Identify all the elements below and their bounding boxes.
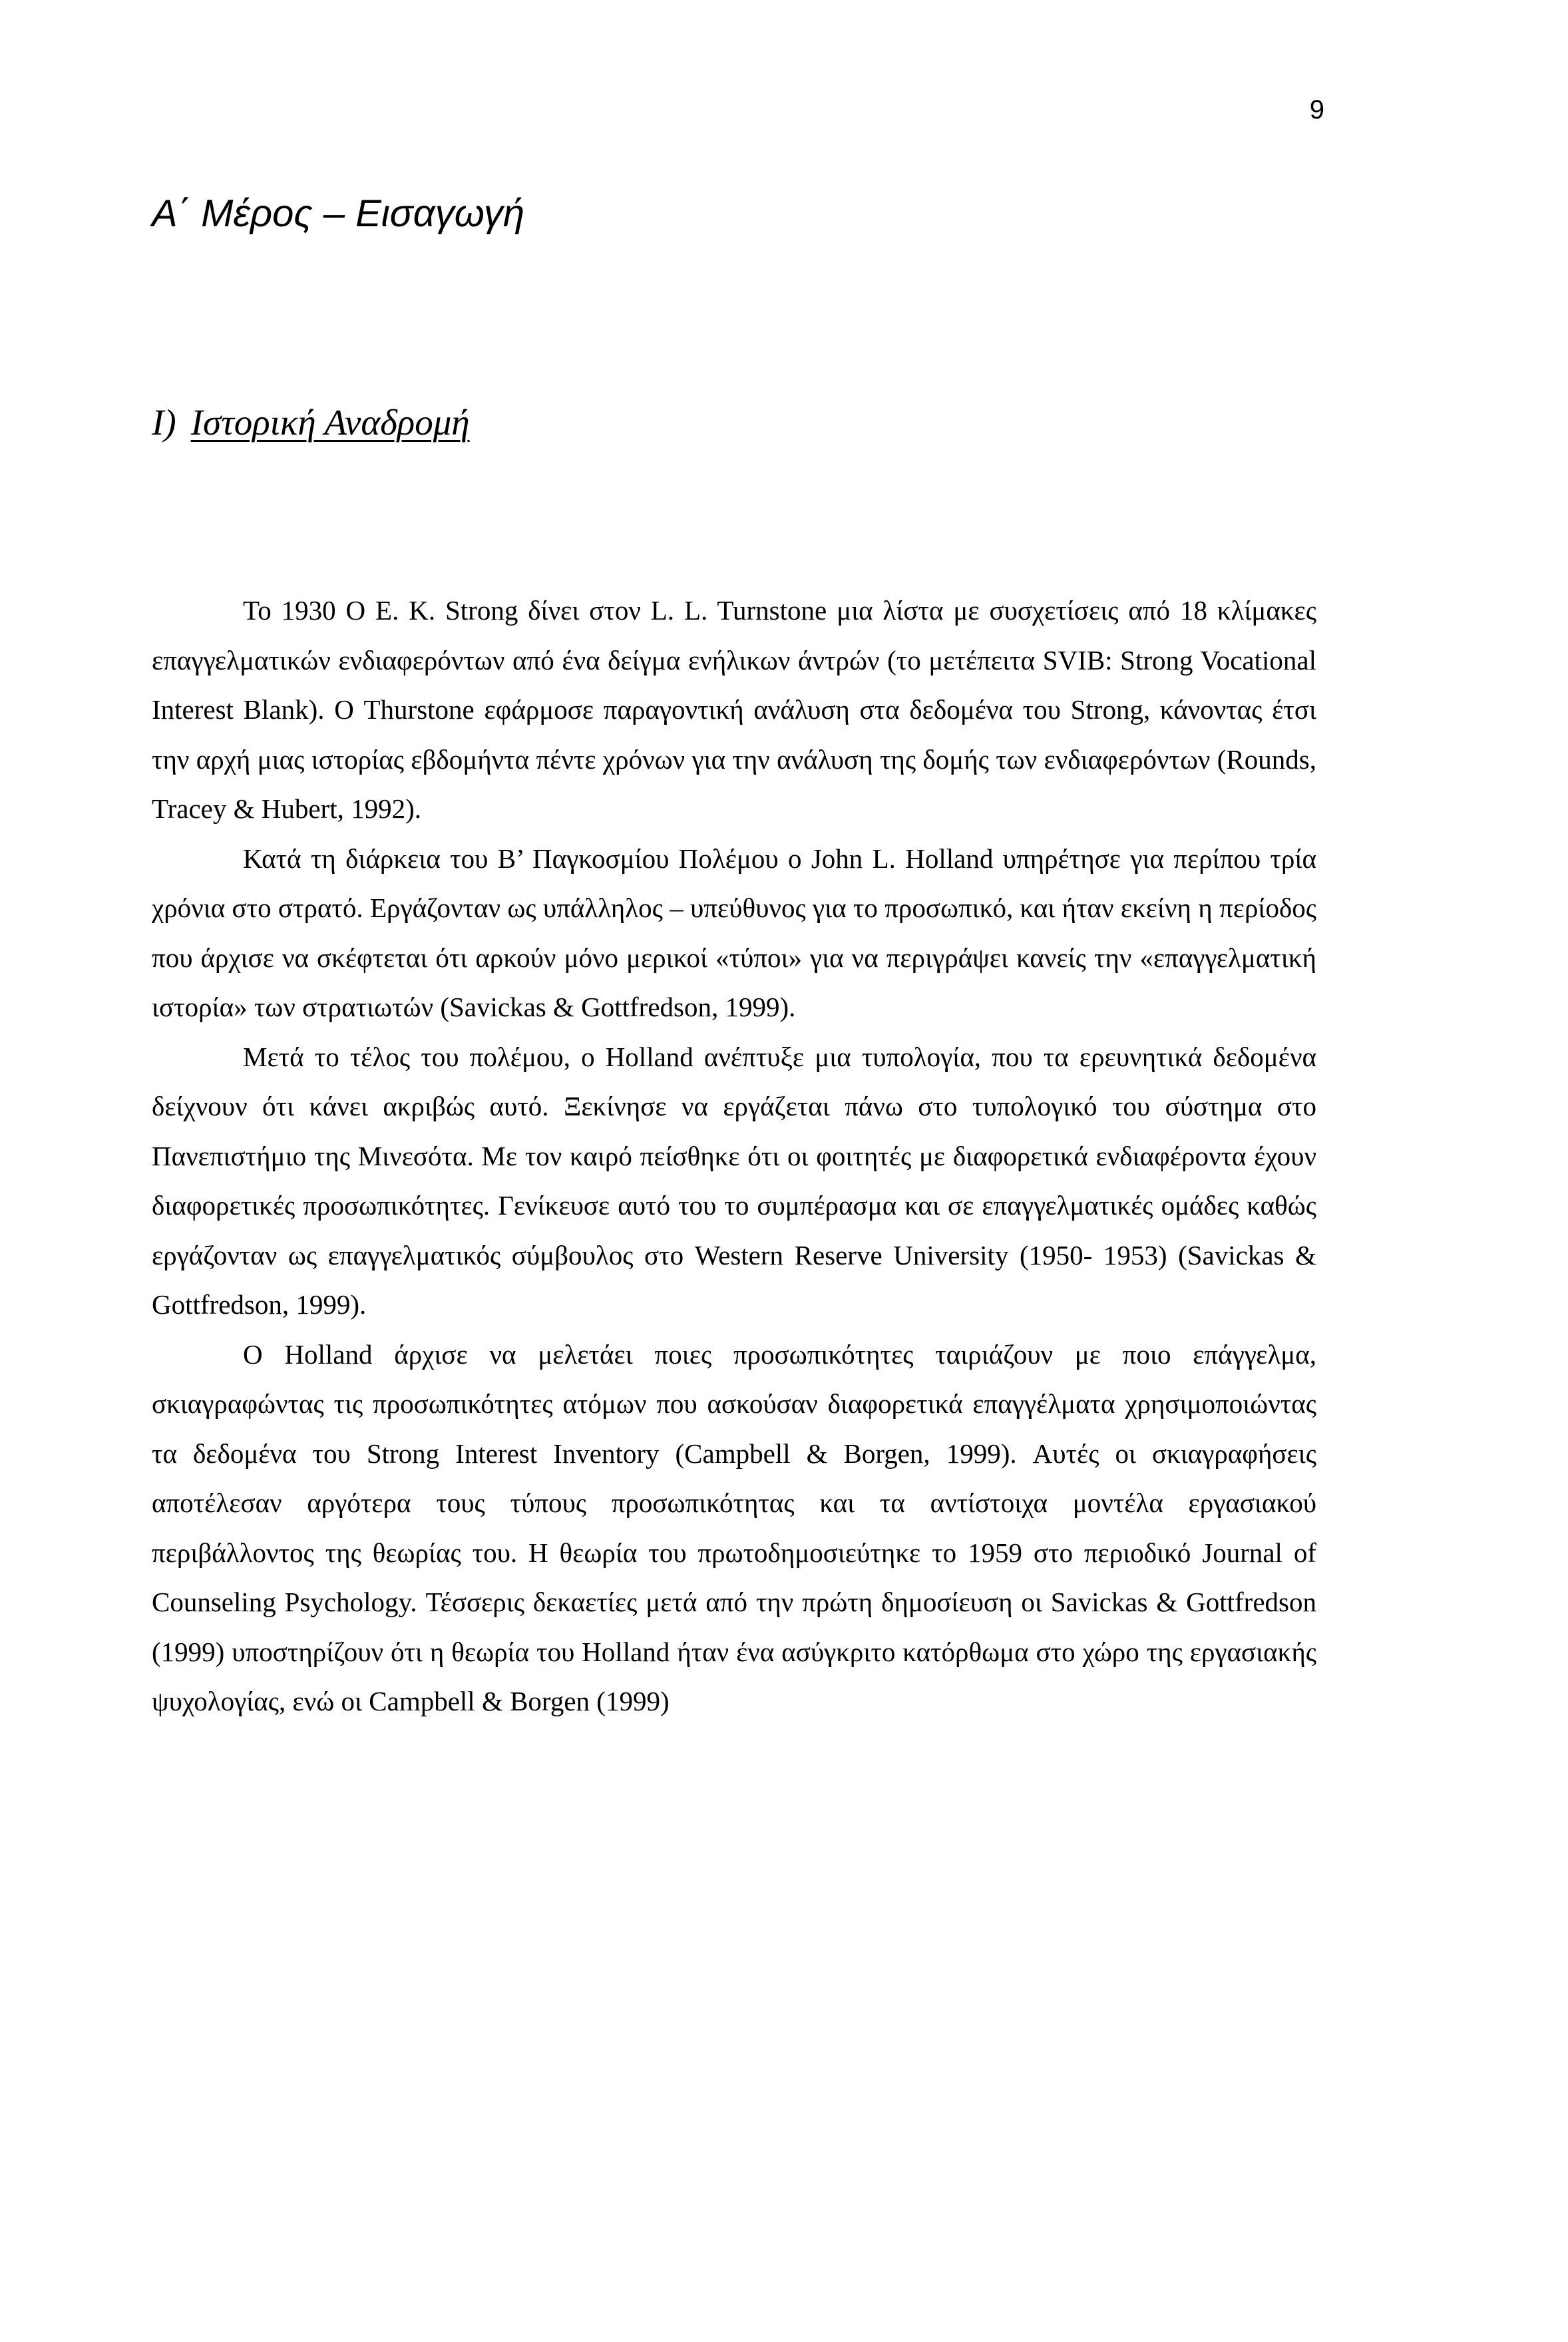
part-title: Α΄ Μέρος – Εισαγωγή xyxy=(152,192,525,235)
body-text xyxy=(152,586,1316,1726)
section-heading xyxy=(152,404,470,441)
section-title: Ιστορική Αναδρομή xyxy=(190,402,470,443)
paragraph: Το 1930 Ο Ε. Κ. Strong δίνει στον L. L. Turnstone μια λίστα με συσχετίσεις από 18 κλίμακες επαγγελματικών ενδιαφερόντων από ένα δείγμα ενήλικων άντρών (το μετέπειτα SVIB: Strong Vocational Interest Blank). Ο Thurstone εφάρμοσε παραγοντική ανάλυση στα δεδομένα του Strong, κάνοντας έτσι την αρχή μιας ιστορίας εβδομήντα πέντε χρόνων για την ανάλυση της δομής των ενδιαφερόντων (Rounds, Tracey & Hubert, 1992). xyxy=(152,595,1316,824)
paragraph: Ο Holland άρχισε να μελετάει ποιες προσωπικότητες ταιριάζουν με ποιο επάγγελμα, σκιαγραφώντας τις προσωπικότητες ατόμων που ασκούσαν διαφορετικά επαγγέλματα χρησιμοποιώντας τα δεδομένα του Strong Interest Inventory (Campbell & Borgen, 1999). Αυτές οι σκιαγραφήσεις αποτέλεσαν αργότερα τους τύπους προσωπικότητας και τα αντίστοιχα μοντέλα εργασιακού περιβάλλοντος της θεωρίας του. Η θεωρία του πρωτοδημοσιεύτηκε το 1959 στο περιοδικό Journal of Counseling Psychology. Τέσσερις δεκαετίες μετά από την πρώτη δημοσίευση οι Savickas & Gottfredson (1999) υποστηρίζουν ότι η θεωρία του Holland ήταν ένα ασύγκριτο κατόρθωμα στο χώρο της εργασιακής ψυχολογίας, ενώ οι Campbell & Borgen (1999) xyxy=(152,1338,1316,1716)
paragraph: Κατά τη διάρκεια του Β’ Παγκοσμίου Πολέμου ο John L. Holland υπηρέτησε για περίπου τρία χρόνια στο στρατό. Εργάζονταν ως υπάλληλος – υπεύθυνος για το προσωπικό, και ήταν εκείνη η περίοδος που άρχισε να σκέφτεται ότι αρκούν μόνο μερικοί «τύποι» για να περιγράψει κανείς την «επαγγελματική ιστορία» των στρατιωτών (Savickas & Gottfredson, 1999). xyxy=(152,843,1316,1022)
section-number: I) xyxy=(152,402,176,443)
paragraph: Μετά το τέλος του πολέμου, ο Holland ανέπτυξε μια τυπολογία, που τα ερευνητικά δεδομένα δείχνουν ότι κάνει ακριβώς αυτό. Ξεκίνησε να εργάζεται πάνω στο τυπολογικό του σύστημα στο Πανεπιστήμιο της Μινεσότα. Με τον καιρό πείσθηκε ότι οι φοιτητές με διαφορετικά ενδιαφέροντα έχουν διαφορετικές προσωπικότητες. Γενίκευσε αυτό του το συμπέρασμα και σε επαγγελματικές ομάδες καθώς εργάζονταν ως επαγγελματικός σύμβουλος στο Western Reserve University (1950- 1953) (Savickas & Gottfredson, 1999). xyxy=(152,1041,1316,1320)
page-number: 9 xyxy=(1309,95,1324,124)
